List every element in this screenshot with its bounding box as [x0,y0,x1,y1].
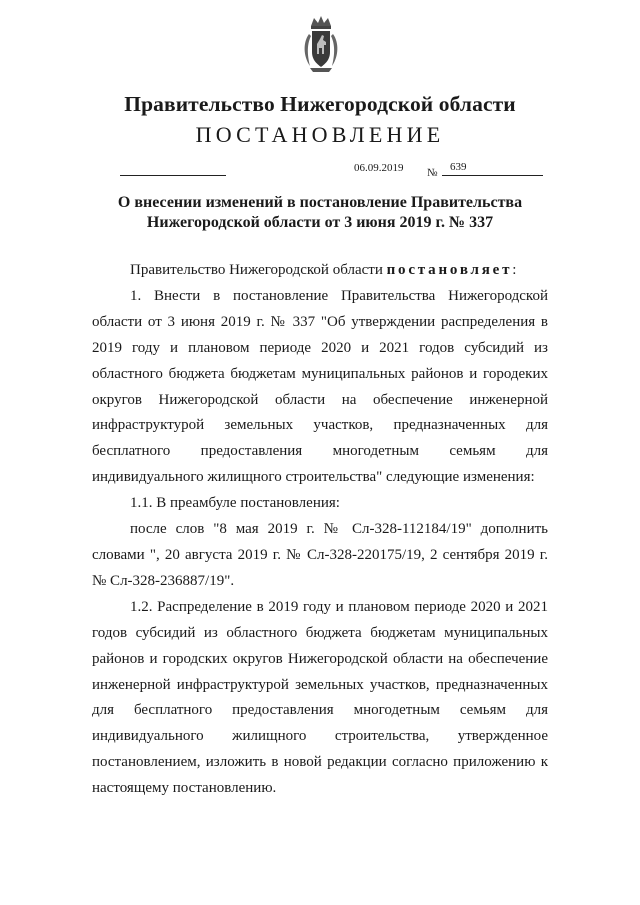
document-number: 639 [450,161,467,173]
document-type: ПОСТАНОВЛЕНИЕ [195,122,445,147]
intro-prefix: Правительство Нижегородской области [130,262,387,278]
organization-name: Правительство Нижегородской области [124,92,516,116]
number-underline [442,175,543,176]
paragraph-1-1: 1.1. В преамбуле постановления: [130,495,340,512]
date-underline-left [120,175,226,176]
intro-verb: постановляет [386,262,513,278]
title-line-1: О внесении изменений в постановление Правительства [117,194,523,211]
intro-paragraph [92,258,548,284]
paragraph-1-2: 1.2. Распределение в 2019 году и плановом периоде 2020 и 2021 годов субсидий из областного бюджета бюджетам муниципальных районов и городских округов Нижегородской области на обеспечение инженерной инфраструктурой земельных участков, предназначенных для бесплатного предоставления многодетным семьям для индивидуального жилищного строительства, утвержденное постановлением, изложить в новой редакции согласно приложению к настоящему постановлению. [92,598,548,797]
paragraph-1: 1. Внести в постановление Правительства Нижегородской области от 3 июня 2019 г. № 337 "Об утверждении распределения в 2019 году и плановом периоде 2020 и 2021 годов субсидий из областного бюджета бюджетам муниципальных районов и городеких округов Нижегородской области на обеспечение инженерной инфраструктурой земельных участков, предназначенных для бесплатного предоставления многодетным семьям для индивидуального жилищного строительства" следующие изменения: [92,287,548,486]
document-body [92,258,548,802]
intro-suffix: : [512,262,517,278]
number-sign: № [427,167,438,179]
title-line-2: Нижегородской области от 3 июня 2019 г. № 337 [146,214,494,231]
document-title [0,193,640,233]
paragraph-1-1-text: после слов "8 мая 2019 г. № Сл-328-112184/19" дополнить словами ", 20 августа 2019 г. № Сл-328-220175/19, 2 сентября 2019 г. № Сл-328-236887/19". [92,521,548,589]
coat-of-arms-emblem [300,14,342,74]
document-date: 06.09.2019 [354,162,404,174]
